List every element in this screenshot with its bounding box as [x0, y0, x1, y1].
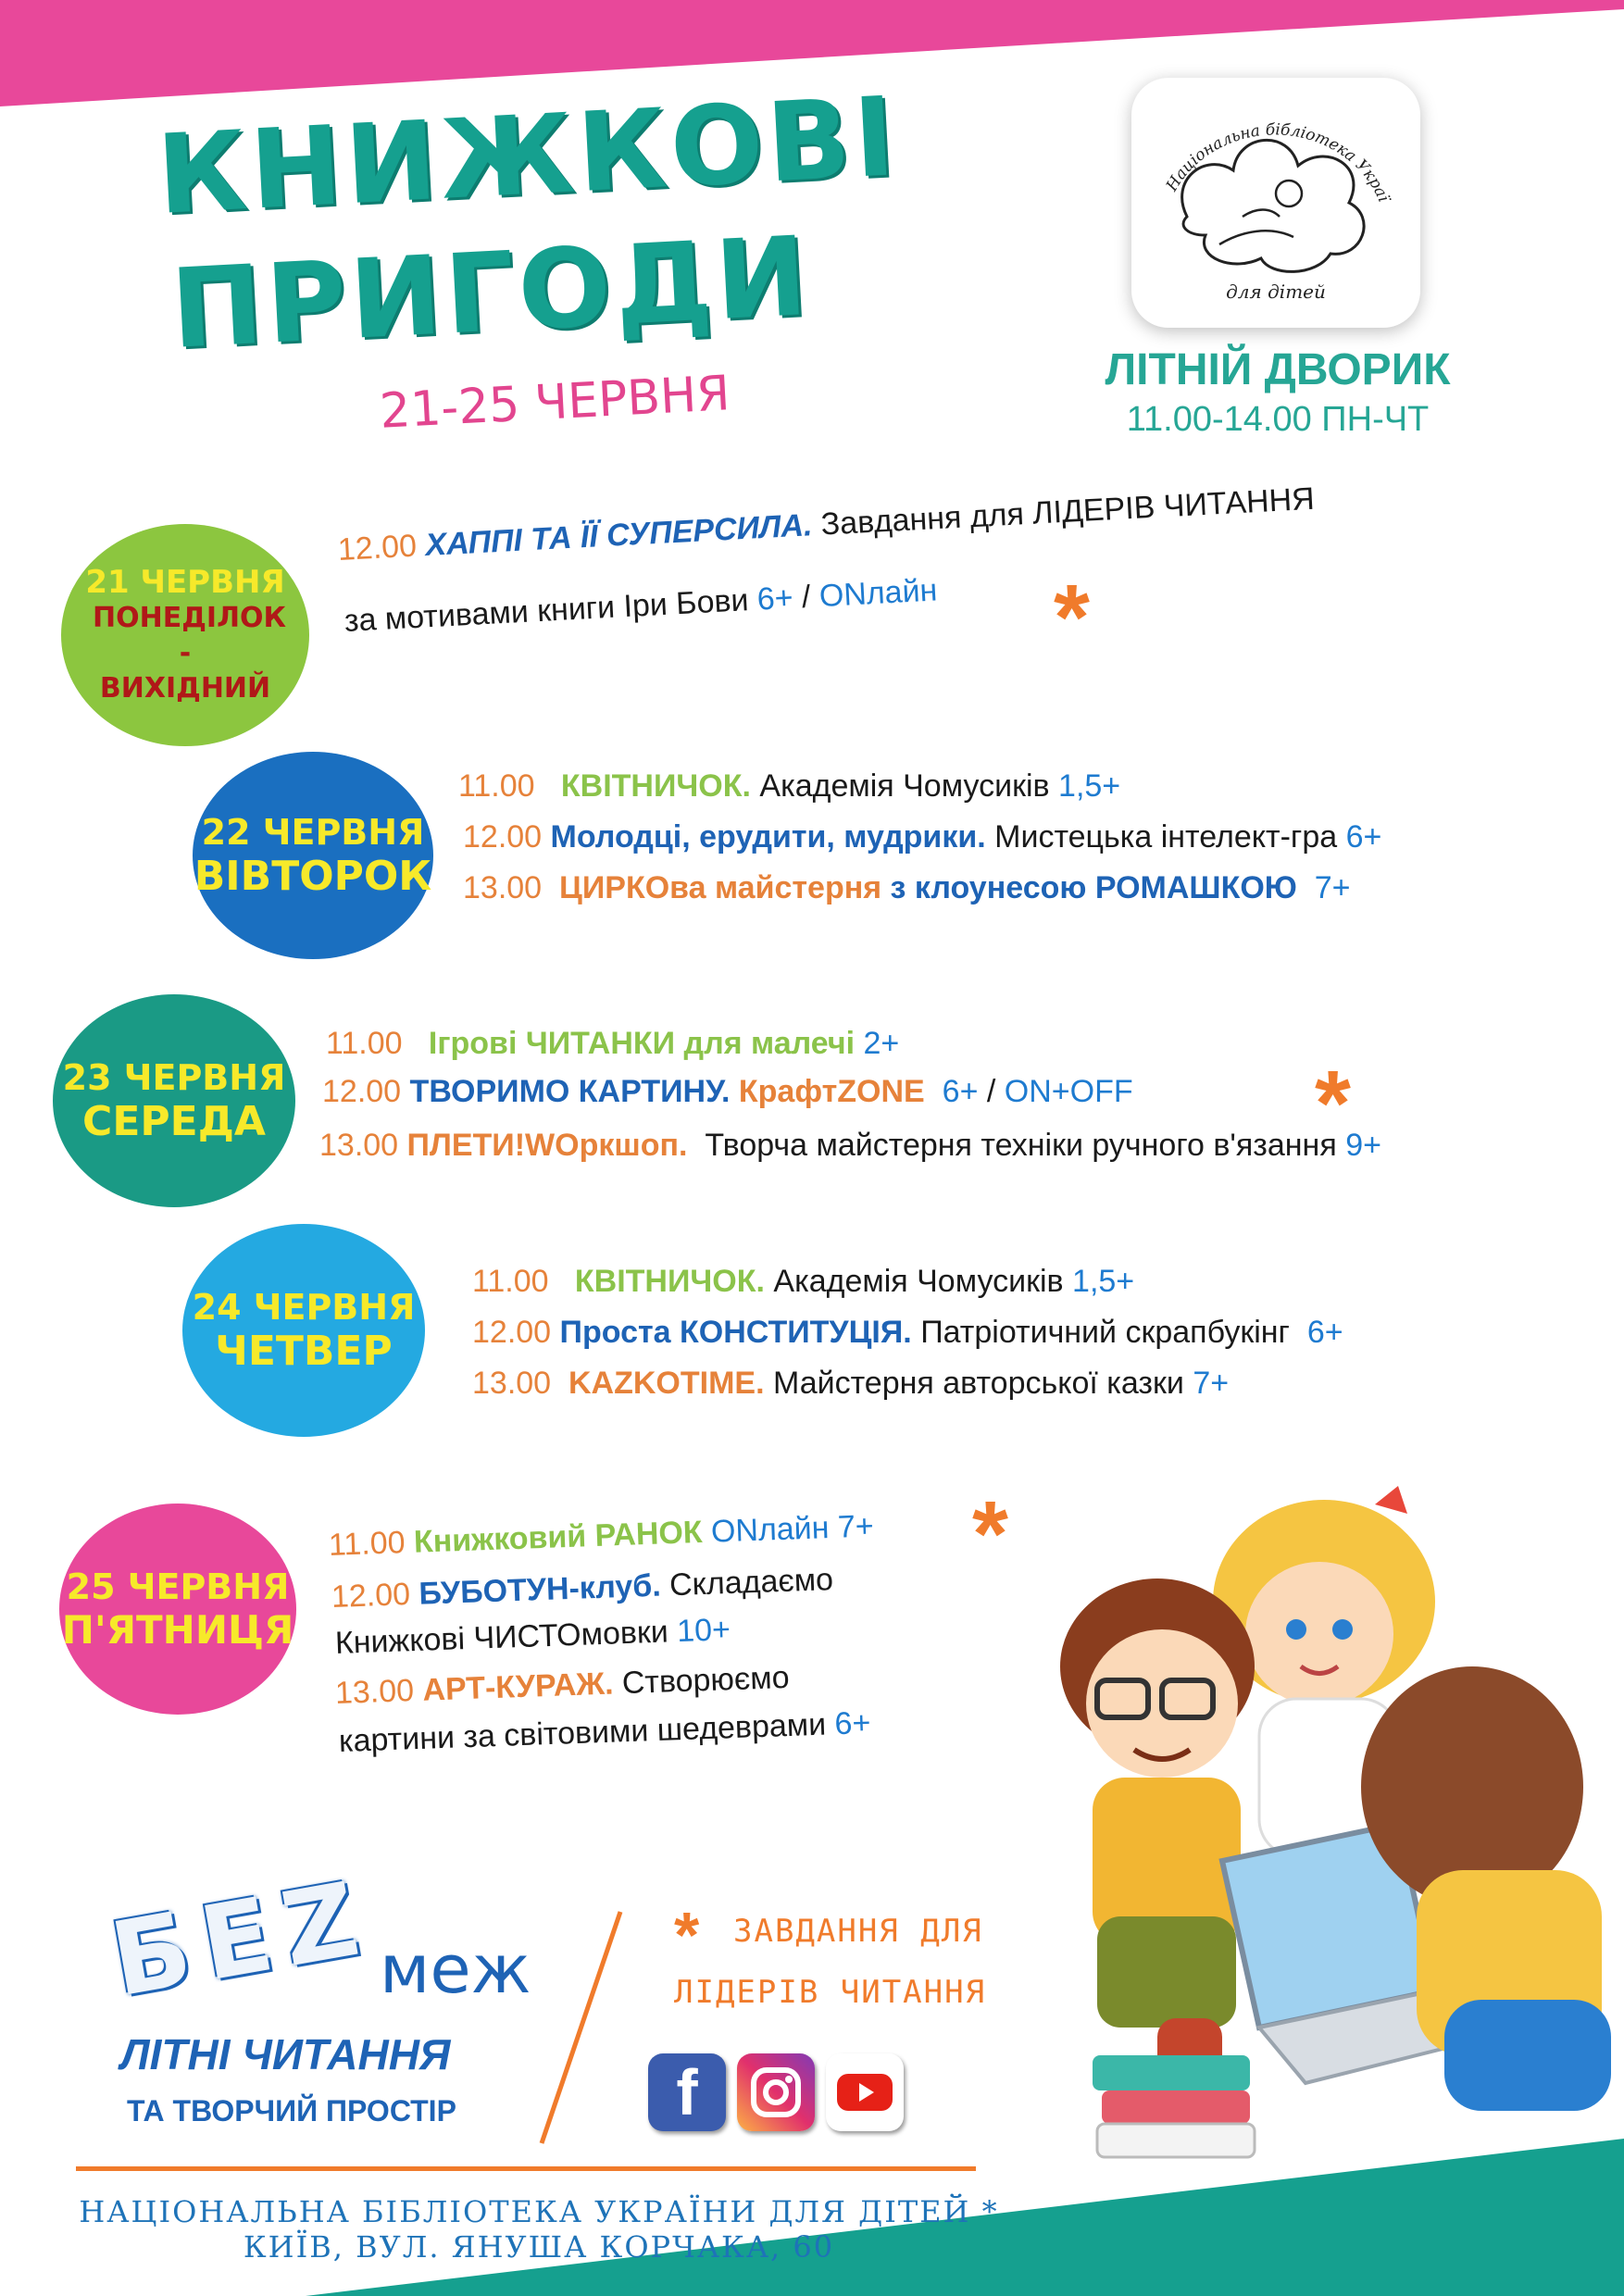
children-illustration: [1009, 1472, 1624, 2176]
brand-bez: БЕZ: [103, 1857, 380, 2020]
event-time: 12.00: [463, 819, 543, 855]
event-time: 13.00: [319, 1128, 399, 1163]
event-desc: Складаємо: [668, 1562, 834, 1603]
event-name: ЦИРКОва майстерня: [559, 870, 882, 905]
event-mode: ONлайн: [818, 572, 939, 615]
day-circle-monday: [61, 524, 309, 746]
event-age: 1,5+: [1058, 768, 1121, 804]
day-date: 25 ЧЕРВНЯ: [66, 1566, 290, 1607]
event-time: 13.00: [463, 870, 543, 905]
day-weekday: ПОНЕДІЛОК - ВИХІДНИЙ: [93, 602, 287, 705]
event-age: 6+: [942, 1074, 979, 1109]
logo-text-bottom: для дітей: [1226, 281, 1326, 303]
library-logo-icon: [1131, 78, 1420, 328]
event-name: КВІТНИЧОК.: [574, 1264, 765, 1299]
event-row: [328, 1508, 874, 1564]
event-name: KAZKOTIME.: [568, 1366, 765, 1401]
brand-line1: ЛІТНІ ЧИТАННЯ: [120, 2030, 451, 2078]
event-name: БУБОТУН-клуб.: [418, 1567, 662, 1612]
event-time: 11.00: [326, 1026, 403, 1061]
day-circle-tuesday: [193, 752, 433, 959]
separator: /: [800, 579, 812, 616]
yard-title: ЛІТНІЙ ДВОРИК: [1105, 345, 1451, 394]
event-time: 11.00: [458, 768, 535, 804]
event-desc: Академія Чомусиків: [773, 1264, 1064, 1299]
event-name: АРТ-КУРАЖ.: [421, 1666, 615, 1708]
page-title-line1: КНИЖКОВІ: [154, 72, 902, 239]
event-name: Проста КОНСТИТУЦІЯ.: [559, 1315, 912, 1350]
event-age: 6+: [1306, 1315, 1343, 1350]
event-time: 12.00: [322, 1074, 402, 1109]
day-date: 21 ЧЕРВНЯ: [85, 564, 285, 601]
day-date: 24 ЧЕРВНЯ: [192, 1286, 416, 1328]
event-name-2: з клоунесою РОМАШКОЮ: [890, 870, 1297, 905]
brand-mezh: меж: [380, 1930, 531, 2008]
event-time: 11.00: [328, 1525, 406, 1563]
event-row: [334, 1612, 731, 1662]
event-desc: Академія Чомусиків: [759, 768, 1050, 804]
event-time: 12.00: [336, 528, 418, 568]
page-title-line2: ПРИГОДИ: [168, 211, 815, 373]
event-desc: Творча майстерня техніки ручного в'язання: [705, 1128, 1337, 1163]
day-weekday: ЧЕТВЕР: [215, 1327, 393, 1375]
day-circle-wednesday: [53, 994, 295, 1207]
event-age: 6+: [833, 1704, 871, 1742]
event-age: 10+: [676, 1612, 731, 1650]
event-row: [344, 572, 938, 640]
event-row: [463, 870, 1351, 906]
leader-star-icon: *: [972, 1482, 1008, 1586]
legend-line2: ЛІДЕРІВ ЧИТАННЯ: [674, 1974, 987, 2011]
event-time: 11.00: [472, 1264, 549, 1299]
instagram-icon[interactable]: [737, 2053, 815, 2131]
event-row: [472, 1315, 1343, 1351]
day-weekday: П'ЯТНИЦЯ: [61, 1606, 294, 1653]
event-desc: Створюємо: [621, 1659, 791, 1702]
event-mode: ON+OFF: [1004, 1074, 1133, 1109]
event-age: 2+: [863, 1026, 900, 1061]
facebook-icon[interactable]: f: [648, 2053, 726, 2131]
event-row: [472, 1264, 1134, 1300]
day-circle-friday: [59, 1504, 296, 1715]
event-name: Молодці, ерудити, мудрики.: [550, 819, 986, 855]
day-date: 23 ЧЕРВНЯ: [62, 1056, 286, 1098]
event-name: ХАППІ ТА ЇЇ СУПЕРСИЛА.: [424, 507, 814, 564]
event-name: Ігрові ЧИТАНКИ для малечі: [428, 1026, 856, 1061]
divider-slash: [532, 1907, 625, 2148]
event-time: 12.00: [472, 1315, 552, 1350]
event-time: 12.00: [331, 1577, 411, 1615]
event-desc: Книжкові ЧИСТОмовки: [334, 1614, 669, 1661]
event-desc: Мистецька інтелект-гра: [994, 819, 1338, 855]
event-row: [338, 1705, 871, 1760]
leader-star-icon: *: [1054, 566, 1090, 669]
leader-star-icon: *: [1315, 1052, 1351, 1155]
event-time: 13.00: [472, 1366, 552, 1401]
event-dates: 21-25 ЧЕРВНЯ: [378, 366, 731, 440]
event-row: [331, 1562, 833, 1616]
event-name: Книжковий РАНОК: [413, 1514, 704, 1560]
event-age: 1,5+: [1072, 1264, 1135, 1299]
event-name: ПЛЕТИ!WOркшоп.: [406, 1128, 688, 1163]
day-date: 22 ЧЕРВНЯ: [201, 811, 425, 853]
event-row: [322, 1074, 1133, 1110]
library-logo: [1131, 78, 1420, 328]
event-name: ТВОРИМО КАРТИНУ.: [409, 1074, 731, 1109]
event-row: [319, 1128, 1381, 1164]
event-name-2: КрафтZONE: [738, 1074, 925, 1109]
event-row: [458, 768, 1120, 805]
day-weekday: ВІВТОРОК: [194, 852, 432, 900]
event-age: 6+: [1345, 819, 1382, 855]
event-row: [337, 481, 1316, 568]
day-circle-thursday: [182, 1224, 425, 1437]
footer-divider: [76, 2166, 976, 2171]
brand-line2: ТА ТВОРЧИЙ ПРОСТІР: [127, 2094, 456, 2128]
event-desc: картини за світовими шедеврами: [338, 1706, 827, 1759]
day-weekday: СЕРЕДА: [82, 1097, 266, 1145]
legend-star-icon: *: [674, 1899, 700, 1971]
event-age: 9+: [1345, 1128, 1381, 1163]
event-row: [326, 1026, 899, 1062]
event-age: 6+: [756, 580, 794, 618]
event-name: КВІТНИЧОК.: [560, 768, 751, 804]
yard-hours: 11.00-14.00 ПН-ЧТ: [1126, 400, 1430, 439]
logo-text-top: Національна бібліотека Украї: [1162, 120, 1393, 206]
event-age: 7+: [1193, 1366, 1230, 1401]
event-time: 13.00: [334, 1673, 415, 1711]
event-desc: Завдання для ЛІДЕРІВ ЧИТАННЯ: [819, 480, 1316, 543]
footer-address: НАЦІОНАЛЬНА БІБЛІОТЕКА УКРАЇНИ ДЛЯ ДІТЕЙ * КИЇВ, ВУЛ. ЯНУША КОРЧАКА, 60: [79, 2194, 999, 2265]
event-desc: Майстерня авторської казки: [773, 1366, 1184, 1401]
separator: /: [986, 1074, 996, 1109]
youtube-icon[interactable]: [826, 2053, 904, 2131]
event-row: [472, 1366, 1229, 1402]
event-age: 7+: [1314, 870, 1351, 905]
event-row: [463, 819, 1381, 855]
event-desc: за мотивами книги Іри Бови: [343, 582, 750, 639]
event-desc: Патріотичний скрапбукінг: [920, 1315, 1290, 1350]
event-age: 7+: [837, 1508, 875, 1545]
legend-line1: ЗАВДАННЯ ДЛЯ: [733, 1913, 983, 1950]
event-row: [334, 1660, 790, 1712]
event-mode: ONлайн: [710, 1510, 831, 1550]
